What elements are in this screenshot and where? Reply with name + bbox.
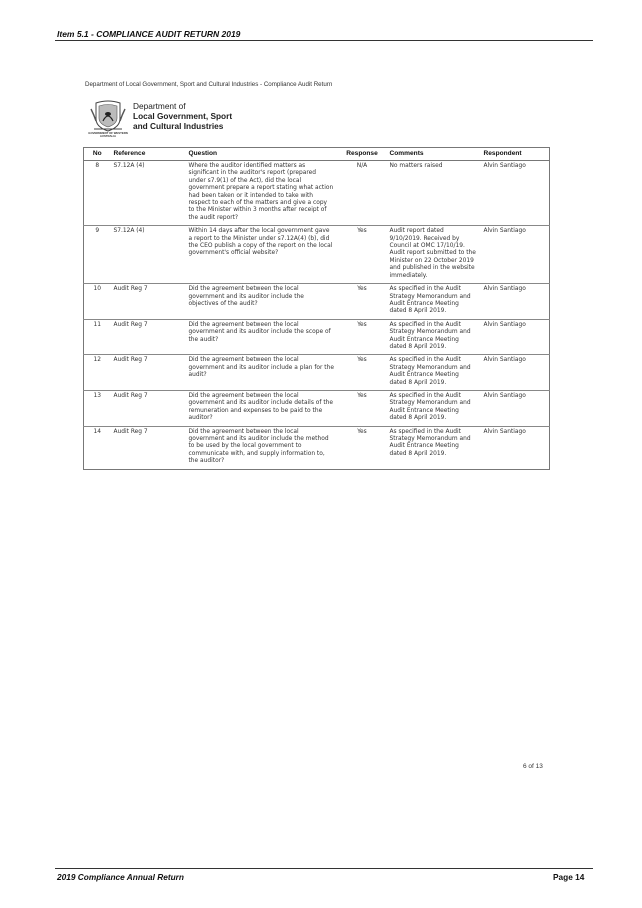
- footer-page-number: Page 14: [553, 872, 585, 882]
- cell-response: Yes: [357, 357, 367, 364]
- cell-no: 12: [93, 357, 101, 364]
- cell-comments: No matters raised: [389, 163, 443, 169]
- table-header-row: [84, 148, 550, 161]
- column-header-respondent: Respondent: [481, 148, 550, 161]
- cell-response: Yes: [357, 321, 367, 328]
- cell-response: Yes: [357, 392, 367, 399]
- cell-response: Yes: [357, 286, 367, 293]
- footer-divider: [55, 868, 593, 869]
- column-header-question: Question: [186, 148, 338, 161]
- cell-comments: As specified in the Audit Strategy Memorandum and Audit Entrance Meeting dated 8 April 2019.: [389, 357, 471, 386]
- cell-no: 9: [95, 228, 100, 235]
- cell-question: Did the agreement between the local government and its auditor include the method to be used by the local government to communicate with, and supply information to, the auditor?: [188, 428, 329, 465]
- table-row: [84, 426, 550, 469]
- page-header-title: Item 5.1 - COMPLIANCE AUDIT RETURN 2019: [57, 29, 241, 39]
- cell-respondent: Alvin Santiago: [483, 392, 526, 399]
- department-name-line2: Local Government, Sport: [133, 110, 233, 121]
- department-name-line1: Department of: [133, 101, 186, 111]
- cell-reference: Audit Reg 7: [113, 286, 148, 293]
- footer-title: 2019 Compliance Annual Return: [57, 872, 184, 882]
- cell-comments: Audit report dated 9/10/2019. Received by Council at OMC 17/10/19. Audit report submitted to the Minister on 22 October 2019 and published in the website immediately.: [389, 228, 476, 279]
- cell-no: 8: [95, 163, 100, 169]
- cell-question: Did the agreement between the local government and its auditor include details of the remuneration and expenses to be paid to the auditor?: [188, 392, 333, 422]
- cell-question: Did the agreement between the local government and its auditor include the objectives of the audit?: [188, 286, 304, 307]
- table-row: [84, 284, 550, 320]
- cell-reference: S7.12A (4): [113, 228, 145, 235]
- department-name-line3: and Cultural Industries: [133, 120, 224, 131]
- cell-comments: As specified in the Audit Strategy Memorandum and Audit Entrance Meeting dated 8 April 2019.: [389, 321, 471, 350]
- cell-response: N/A: [356, 163, 368, 169]
- cell-question: Did the agreement between the local government and its auditor include a plan for the audit?: [188, 357, 334, 379]
- crest-caption: GOVERNMENT OF WESTERN AUSTRALIA: [88, 131, 128, 139]
- cell-no: 14: [93, 428, 101, 435]
- column-header-no: No: [84, 148, 111, 161]
- cell-reference: Audit Reg 7: [113, 357, 148, 364]
- header-divider: [55, 40, 593, 41]
- cell-respondent: Alvin Santiago: [483, 357, 526, 364]
- compliance-audit-table: [83, 147, 550, 470]
- cell-respondent: Alvin Santiago: [483, 286, 526, 293]
- cell-comments: As specified in the Audit Strategy Memorandum and Audit Entrance Meeting dated 8 April 2019.: [389, 428, 471, 457]
- cell-no: 10: [93, 286, 101, 293]
- cell-question: Did the agreement between the local government and its auditor include the scope of the audit?: [188, 321, 331, 343]
- cell-response: Yes: [357, 228, 367, 235]
- cell-respondent: Alvin Santiago: [483, 321, 526, 328]
- table-row: [84, 355, 550, 391]
- cell-no: 11: [93, 321, 101, 328]
- table-row: [84, 319, 550, 355]
- department-logo: [88, 99, 288, 147]
- cell-no: 13: [93, 392, 101, 399]
- table-row: [84, 161, 550, 226]
- table-row: [84, 390, 550, 426]
- cell-reference: Audit Reg 7: [113, 321, 148, 328]
- column-header-response: Response: [338, 148, 387, 161]
- cell-comments: As specified in the Audit Strategy Memorandum and Audit Entrance Meeting dated 8 April 2019.: [389, 392, 471, 422]
- cell-respondent: Alvin Santiago: [483, 228, 526, 235]
- document-subheader: Department of Local Government, Sport and Cultural Industries - Compliance Audit Return: [85, 81, 333, 88]
- cell-reference: Audit Reg 7: [113, 392, 148, 399]
- table-row: [84, 226, 550, 284]
- cell-response: Yes: [357, 428, 367, 435]
- cell-question: Within 14 days after the local government gave a report to the Minister under s7.12A(4) (b), did the CEO publish a copy of the report on the local government's official website?: [188, 228, 333, 257]
- column-header-reference: Reference: [111, 148, 186, 161]
- cell-respondent: Alvin Santiago: [483, 163, 526, 169]
- cell-reference: S7.12A (4): [113, 163, 145, 169]
- cell-comments: As specified in the Audit Strategy Memorandum and Audit Entrance Meeting dated 8 April 2019.: [389, 286, 471, 315]
- page-count: 6 of 13: [523, 763, 543, 770]
- cell-question: Where the auditor identified matters as significant in the auditor's report (prepared under s7.9(1) of the Act), did the local government prepare a report stating what action had been taken or it intended to take with respect to each of the matters and give a copy to the Minister within 3 months after receipt of the audit report?: [188, 163, 334, 221]
- column-header-comments: Comments: [387, 148, 481, 161]
- department-name: [133, 102, 232, 131]
- cell-reference: Audit Reg 7: [113, 428, 148, 435]
- cell-respondent: Alvin Santiago: [483, 428, 526, 435]
